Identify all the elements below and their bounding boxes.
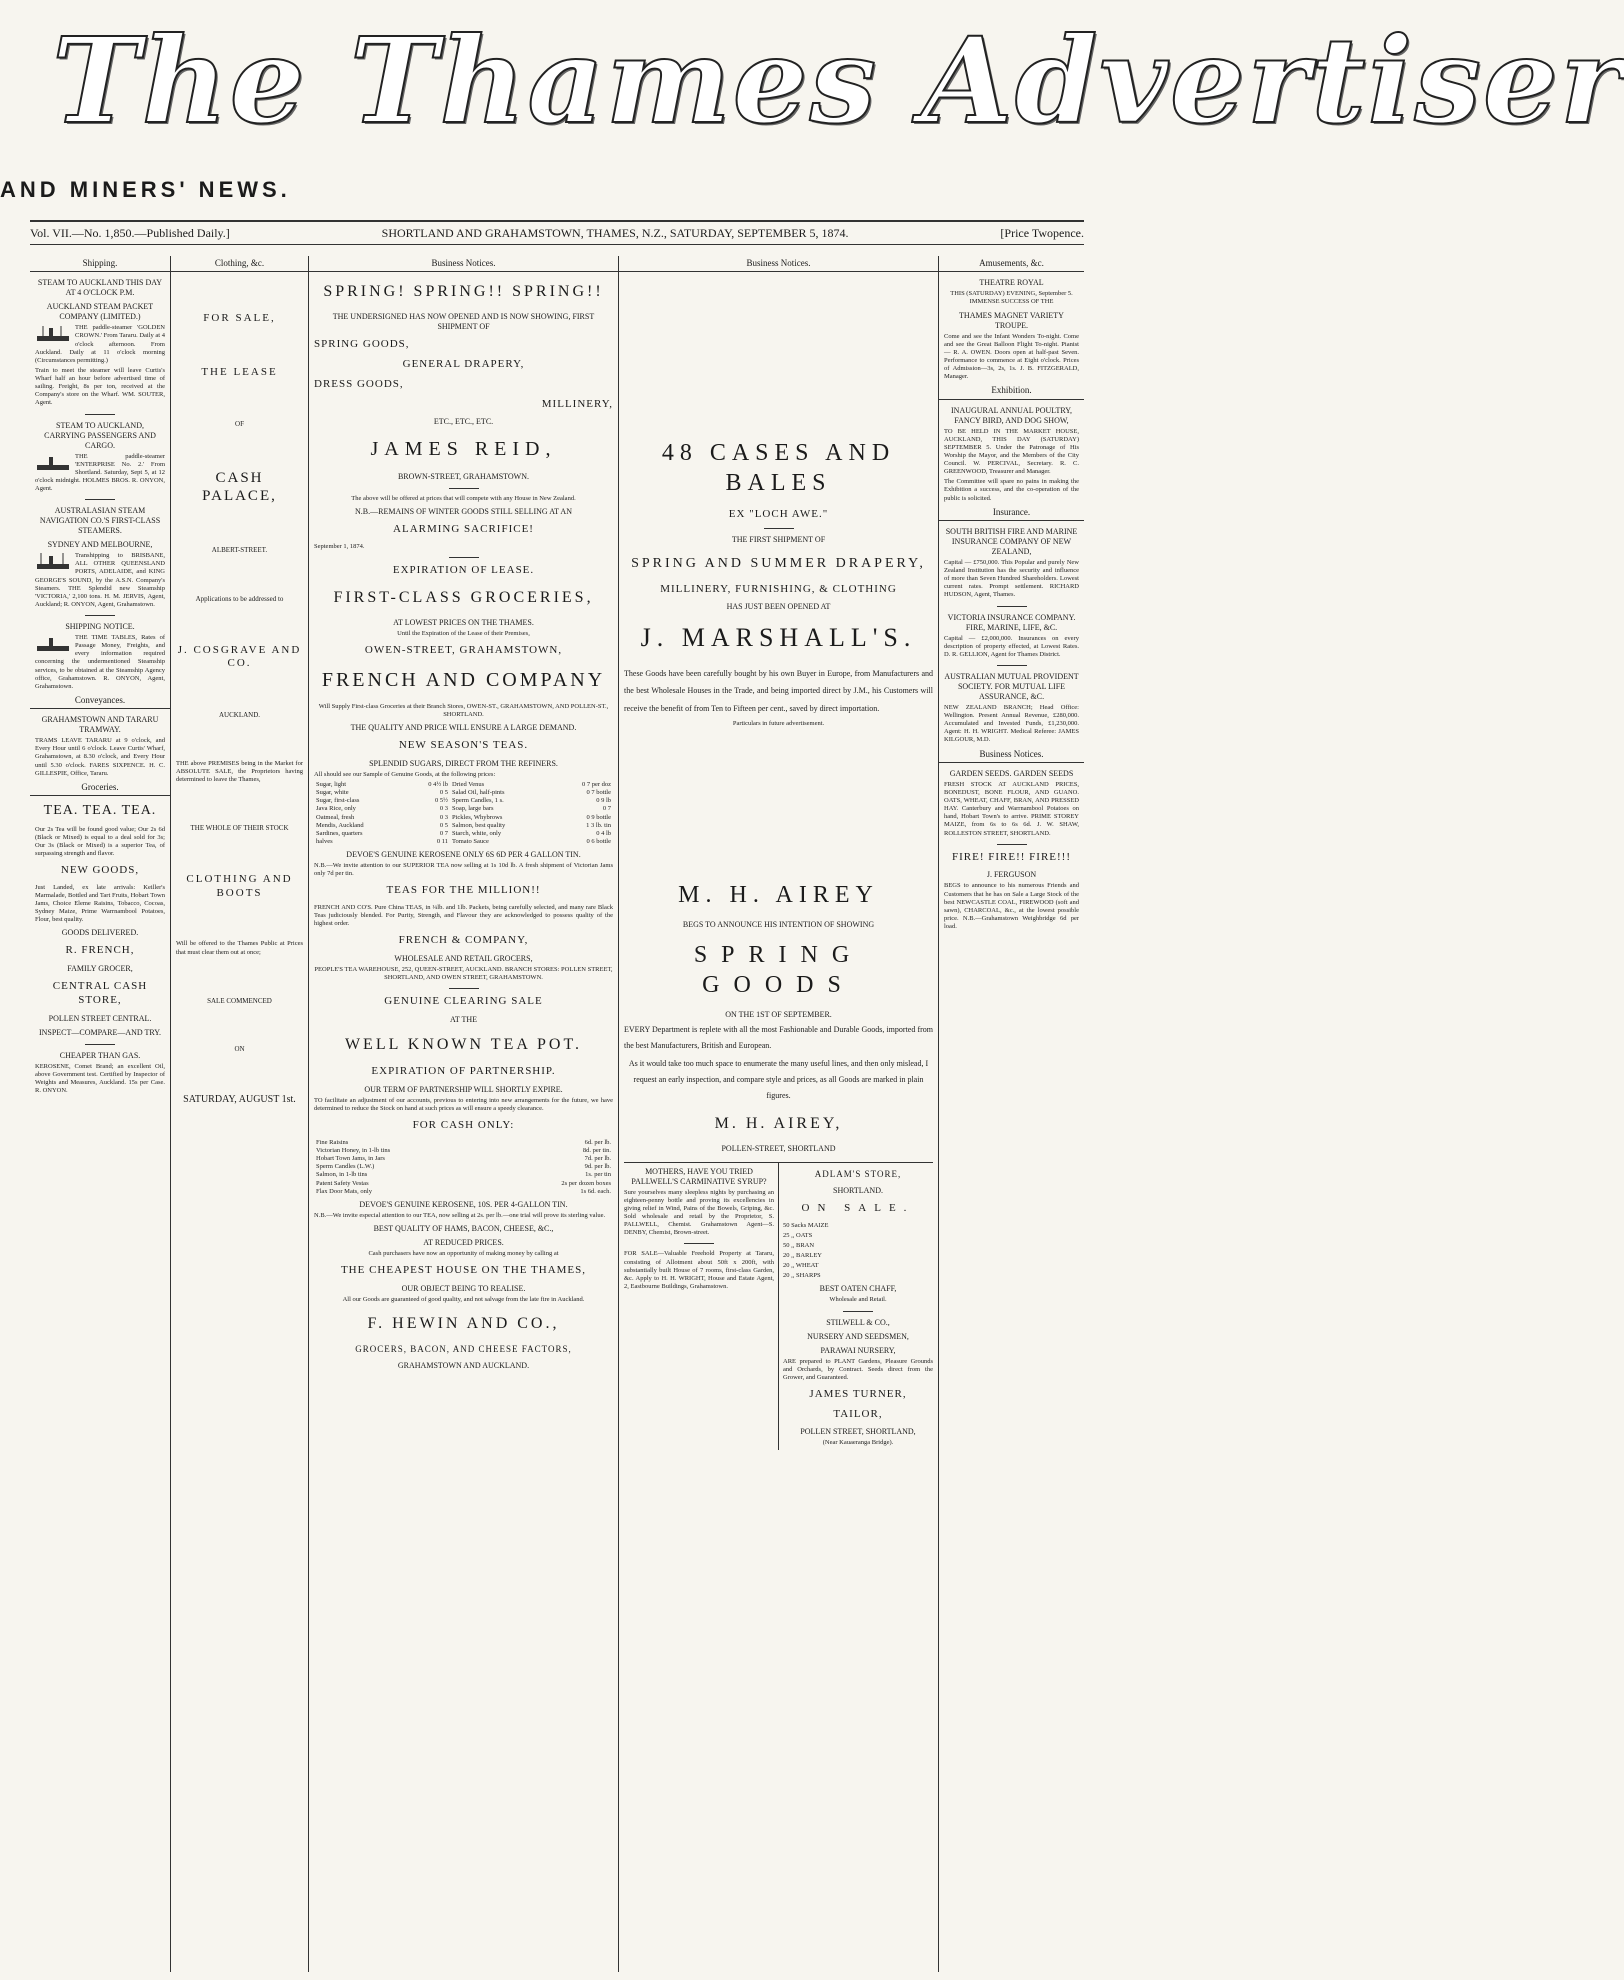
ad-heading: MOTHERS, HAVE YOU TRIED PALLWELL'S CARMINATIVE SYRUP? (631, 1166, 767, 1186)
spacer (624, 278, 933, 428)
ad-line: ON (234, 1045, 245, 1054)
cash-price-cell: Sperm Candles (L.W.) (316, 1163, 375, 1171)
ad-line: SPRING GOODS, (314, 338, 410, 351)
small-ads-row (624, 1162, 933, 1450)
price: [Price Twopence. (1000, 225, 1084, 240)
ad-text: Come and see the Infant Wonders To-night. Come and see the Great Balloon Flight To-night. Pianist — R. A. OWEN. Doors open at half-past Seven. Performance to commence at Eight o'clock. Prices of Admission—3s, 2s, 1s. J. B. FITZGERALD, Manager. (944, 332, 1079, 381)
ad-subheading: NURSERY AND SEEDSMEN, (807, 1331, 909, 1341)
ad-line: CASH PALACE, (202, 469, 277, 505)
divider (997, 844, 1027, 845)
ad-heading: AUSTRALASIAN STEAM NAVIGATION CO.'S FIRST-CLASS STEAMERS. (39, 506, 161, 536)
volume-number: Vol. VII.—No. 1,850.—Published Daily.] (30, 225, 230, 240)
cash-price-cell: Salmon, in 1-lb tins (316, 1171, 368, 1179)
cash-price-row (314, 1163, 613, 1171)
divider (684, 1243, 714, 1244)
ad-subheading: SHORTLAND. (833, 1185, 883, 1195)
ad-line: GENUINE CLEARING SALE (384, 995, 543, 1008)
ad-text: KEROSENE, Comet Brand; an excellent Oil, above Government test. Certified by Inspector of Weights and Measures, Auckland. 15s per Case. R. ONYON. (35, 1062, 165, 1094)
cash-price-cell: 6d. per lb. (584, 1138, 611, 1146)
ad-subheading: THE UNDERSIGNED HAS NOW OPENED AND IS NOW SHOWING, FIRST SHIPMENT OF (332, 312, 595, 332)
sale-item: 20 ,, SHARPS (783, 1272, 821, 1280)
ad-text: Will be offered to the Thames Public at Prices that must clear them out at once; (176, 940, 303, 956)
sale-list (783, 1222, 933, 1281)
sale-item: 50 Sacks MAIZE (783, 1221, 829, 1229)
price-cell: 0 3 (439, 805, 448, 813)
steamer-icon (35, 453, 71, 473)
price-cell: 0 7 (439, 829, 448, 837)
ad-headline: SPRING GOODS (693, 941, 864, 998)
ad-subheading: THE QUALITY AND PRICE WILL ENSURE A LARGE DEMAND. (350, 723, 577, 733)
ad-line: OWEN-STREET, GRAHAMSTOWN, (364, 644, 563, 657)
price-cell: 0 4 lb (596, 829, 611, 837)
ad-headline: 48 CASES AND BALES (661, 440, 896, 497)
cash-price-cell: Victorian Honey, in 1-lb tins (316, 1147, 391, 1154)
ad-line: AUCKLAND. (218, 711, 261, 719)
ad-line: TEAS FOR THE MILLION!! (386, 884, 541, 897)
price-cell: Tomato Sauce (451, 837, 489, 845)
ad-text: Capital — £2,000,000. Insurances on every description of property effected, at Lowest Rates. D. R. GELLION, Agent for Thames District. (944, 634, 1079, 658)
ad-text: As it would take too much space to enumerate the many useful lines, and then only mislead, I request an early inspection, and compare style and prices, as all Goods are marked in plain figures. (628, 1058, 929, 1100)
ad-headline: FIRST-CLASS GROCERIES, (333, 589, 594, 606)
price-cell: Sugar, light (316, 781, 347, 788)
cash-price-cell: 9d. per lb. (584, 1163, 611, 1171)
ad-line: ON SALE. (801, 1201, 915, 1214)
price-cell: 0 3 (439, 813, 448, 821)
ad-text: THE paddle-steamer 'ENTERPRISE No. 2.' From Shortland. Saturday, Sept 5, at 12 o'clock midnight. HOLMES BROS. R. ONYON, Agent. (35, 452, 165, 492)
ad-line: FOR CASH ONLY: (412, 1119, 515, 1132)
column-shipping (30, 256, 171, 1972)
ad-heading: J. FERGUSON (986, 870, 1037, 880)
ad-heading: GOODS DELIVERED. (61, 928, 139, 938)
divider (997, 606, 1027, 607)
ad-heading: FAMILY GROCER, (67, 964, 133, 974)
ad-text: All our Goods are guaranteed of good quality, and not salvage from the late fire in Auckland. (342, 1295, 585, 1303)
ad-subheading: AUCKLAND STEAM PACKET COMPANY (LIMITED.) (46, 302, 154, 322)
ad-subheading: BROWN-STREET, GRAHAMSTOWN. (397, 472, 530, 482)
ad-subheading: OUR OBJECT BEING TO REALISE. (401, 1283, 526, 1293)
category-heading: Exhibition. (939, 383, 1084, 399)
ad-text: Capital — £750,000. This Popular and purely New Zealand Institution has the security and influence of more than Seven Hundred Shareholders. Lowest current rates. Prompt settlement. RICHARD HUDSON, Agent, Thames. (944, 558, 1079, 599)
category-heading: Groceries. (30, 780, 170, 796)
ad-line: SATURDAY, AUGUST 1st. (183, 1094, 296, 1106)
ad-line: MILLINERY, (541, 397, 613, 410)
ad-headline: M. H. AIREY, (714, 1114, 843, 1132)
cash-price-cell: Flax Door Mats, only (316, 1187, 372, 1195)
price-cell: 0 5½ (434, 797, 448, 805)
ad-line: J. COSGRAVE AND CO. (177, 643, 302, 670)
ad-subheading: OUR TERM OF PARTNERSHIP WILL SHORTLY EXPIRE. (364, 1084, 563, 1094)
price-cell: Java Rice, only (316, 805, 356, 813)
ad-line: FRENCH & COMPANY, (398, 934, 529, 947)
price-cell: Mendis, Auckland (316, 821, 364, 829)
masthead-title: The Thames Advertiser (52, 11, 1624, 150)
ad-text: THE TIME TABLES, Rates of Passage Money, Freights, and every information required concerning the undermentioned Steamship services, to be obtained at the Steamship Agency office, Grahamstown. R. ONYON, Agent, Grahamstown. (35, 634, 165, 690)
divider (449, 557, 479, 558)
ad-heading: GRAHAMSTOWN AND TARARU TRAMWAY. (41, 715, 159, 735)
ad-text: All should see our Sample of Genuine Goods, at the following prices: (314, 770, 496, 778)
ad-text: TO facilitate an adjustment of our accounts, previous to entering into new arrangements for the future, we have determined to reduce the Stock on hand at such prices as will ensure a speedy clearance. (314, 1096, 613, 1112)
ad-text: NEW ZEALAND BRANCH; Head Office: Wellington. Present Annual Revenue, £280,000. Accumulated and Invested Funds, £1,230,000. Agent: H. H. WRIGHT. Medical Referee: JAMES KILGOUR, M.D. (944, 703, 1079, 744)
ad-subheading: ETC., ETC., ETC. (433, 417, 494, 427)
ad-headline: SPRING! SPRING!! SPRING!! (323, 283, 604, 301)
ad-line: ADLAM'S STORE, (814, 1168, 902, 1179)
ad-headline: SPRING AND SUMMER DRAPERY, (631, 556, 926, 571)
price-row (314, 838, 613, 846)
category-heading: Shipping. (30, 256, 170, 272)
steamer-icon (35, 324, 71, 344)
ad-line: TAILOR, (833, 1407, 883, 1420)
cash-price-cell: 2s per dozen boxes (561, 1179, 611, 1187)
ad-line: ALBERT-STREET. (211, 546, 268, 554)
ad-text: Until the Expiration of the Lease of their Premises, (397, 630, 530, 637)
category-heading: Insurance. (939, 505, 1084, 521)
cash-price-cell: Hobart Town Jams, in Jars (316, 1155, 385, 1163)
cash-price-row (314, 1171, 613, 1179)
category-heading: Business Notices. (939, 747, 1084, 763)
spacer (624, 730, 933, 870)
price-cell: 0 5 (439, 789, 448, 797)
ad-subheading: WHOLESALE AND RETAIL GROCERS, (394, 954, 533, 964)
ad-subheading: POLLEN STREET CENTRAL. (48, 1013, 152, 1023)
ad-line: THE WHOLE OF THEIR STOCK (190, 824, 289, 833)
sale-item: 25 ,, OATS (783, 1231, 813, 1239)
cash-price-row (314, 1180, 613, 1188)
ad-subheading: AT THE (449, 1015, 478, 1025)
category-heading: Clothing, &c. (171, 256, 308, 272)
ad-text: Sure yourselves many sleepless nights by purchasing an eighteen-penny bottle and proving its excellencies in giving relief in Wind, Pains of the Bowels, Griping, &c. Sold wholesale and retail by the Proprietor, S. PALLWELL, Chemist. Grahamstown Agent—S. DENBY, Chemist, Brown-street. (624, 1188, 774, 1237)
ad-text: The Committee will spare no pains in making the Exhibition a success, and the co-operation of the public is solicited. (944, 478, 1079, 502)
cash-price-row (314, 1147, 613, 1155)
ad-line: THE LEASE (201, 366, 278, 378)
ad-subheading: POLLEN STREET, SHORTLAND, (800, 1427, 916, 1437)
ad-text: TRAMS LEAVE TARARU at 9 o'clock, and Every Hour until 6 o'clock. Leave Curtis' Wharf, Grahamstown, at 8.30 o'clock, and Every Hour until 5.30 o'clock. FARES SIXPENCE. H. C. GILLESPIE, Office, Tararu. (35, 737, 165, 777)
column-business-1 (309, 256, 619, 1972)
steamer-icon (35, 634, 71, 654)
ad-heading: GARDEN SEEDS. GARDEN SEEDS (949, 768, 1074, 778)
ad-subheading: BEGS TO ANNOUNCE HIS INTENTION OF SHOWING (682, 919, 875, 929)
ad-subheading: HAS JUST BEEN OPENED AT (726, 602, 831, 612)
price-cell: Oatmeal, fresh (316, 813, 355, 821)
price-row (314, 805, 613, 813)
price-cell: Pickles, Whybrows (451, 813, 503, 821)
ad-text: Transhipping to BRISBANE, ALL OTHER QUEENSLAND PORTS, ADELAIDE, and KING GEORGE'S SOUND, by the A.S.N. Company's Steamers. THE Splendid new Steamship 'VICTORIA,' 2,100 tons. H. M. JERVIS, Agent, Auckland; R. ONYON, Agent, Grahamstown. (35, 552, 165, 608)
sale-item: 20 ,, WHEAT (783, 1262, 819, 1270)
ad-heading: R. FRENCH, (65, 944, 135, 957)
ad-line: THE CHEAPEST HOUSE ON THE THAMES, (340, 1264, 587, 1276)
ad-line: NEW SEASON'S TEAS. (398, 739, 529, 752)
divider (843, 1311, 873, 1312)
price-cell: 0 7 bottle (586, 789, 611, 797)
divider (85, 499, 115, 500)
ad-text: (Near Kauaeranga Bridge). (822, 1439, 894, 1447)
ad-subheading: THE FIRST SHIPMENT OF (731, 535, 826, 544)
ad-headline: WELL KNOWN TEA POT. (344, 1036, 583, 1054)
ad-line: OF (235, 419, 244, 428)
ad-headline: FRENCH AND COMPANY (321, 668, 606, 691)
ad-line: FIRE! FIRE!! FIRE!!! (952, 850, 1071, 863)
ad-subheading: AT REDUCED PRICES. (423, 1237, 504, 1247)
ad-heading: INAUGURAL ANNUAL POULTRY, FANCY BIRD, AND DOG SHOW, (951, 405, 1072, 425)
price-cell: Salmon, best quality (451, 821, 506, 829)
ad-text: FOR SALE—Valuable Freehold Property at Tararu, consisting of Allotment about 50ft x 200ft, with substantially built House of 7 rooms, first-class Garden, &c. Apply to H. H. WRIGHT, House and Estate Agent, 2, Eastbourne Buildings, Grahamstown. (624, 1250, 774, 1290)
column-amusements (939, 256, 1084, 1972)
divider (85, 414, 115, 415)
ad-text: FRESH STOCK AT AUCKLAND PRICES, BONEDUST, BONE FLOUR, AND GUANO. OATS, WHEAT, CHAFF, BRAN, AND PRESSED HAY. Canterbury and Warrnambool Potatoes on hand, Hobart Town's to arrive. PRIME STOREY MAIZE, from 6s to 6s 6d. J. W. SHAW, ROLLESTON STREET, SHORTLAND. (944, 780, 1079, 837)
ad-text: THIS (SATURDAY) EVENING, September 5. IMMENSE SUCCESS OF THE (950, 290, 1073, 306)
ad-text: FRENCH AND CO'S. Pure China TEAS, in ¼lb. and 1lb. Packets, being carefully selected, and many rare Black Teas judiciously blended. For Purity, Strength, and Flavour they are acknowledged to possess quality of the highest order. (314, 904, 613, 928)
ad-line: MILLINERY, FURNISHING, & CLOTHING (660, 582, 897, 595)
ad-heading: STEAM TO AUCKLAND, CARRYING PASSENGERS AND CARGO. (44, 420, 156, 450)
ad-subheading: DEVOE'S GENUINE KEROSENE, 10S. PER 4-GALLON TIN. (359, 1199, 568, 1209)
ad-text: THE paddle-steamer 'GOLDEN CROWN.' From Tararu. Daily at 4 o'clock afternoon. From Auckland. Daily at 11 o'clock morning (Circumstances permitting.) (35, 324, 165, 364)
ad-line: CLOTHING AND BOOTS (186, 872, 293, 899)
ad-heading: AUSTRALIAN MUTUAL PROVIDENT SOCIETY. FOR MUTUAL LIFE ASSURANCE, &C. (944, 671, 1079, 701)
price-list (314, 781, 613, 846)
ad-subheading: AT LOWEST PRICES ON THE THAMES. (393, 618, 534, 627)
ad-line: EX "LOCH AWE." (728, 508, 829, 521)
cash-price-cell: 1s 6d. each. (580, 1187, 611, 1195)
price-cell: Sperm Candles, 1 s. (451, 797, 504, 805)
category-heading: Business Notices. (619, 256, 938, 272)
column-clothing (171, 256, 309, 1972)
columns (30, 256, 1084, 1972)
price-row (314, 797, 613, 805)
cash-price-row (314, 1139, 613, 1147)
ad-text: Just Landed, ex late arrivals: Keiller's Marmalade, Bottled and Tart Fruits, Hobart Town Jams, Choice Eleme Raisins, Tobacco, Cocoas, Sydney Maize, Prime Warrnambool Potatoes, Flour, best quality. (35, 883, 165, 924)
divider (997, 665, 1027, 666)
ad-line: ALARMING SACRIFICE! (393, 523, 534, 536)
price-cell: Sugar, white (316, 789, 349, 797)
cash-price-cell: 8d. per tin. (582, 1147, 611, 1154)
masthead-subtitle: AND MINERS' NEWS. (0, 177, 291, 202)
ad-subheading: SPLENDID SUGARS, DIRECT FROM THE REFINERS. (369, 758, 558, 768)
ad-line: DRESS GOODS, (314, 377, 404, 390)
ad-text: These Goods have been carefully bought by his own Buyer in Europe, from Manufacturers and the best Wholesale Houses in the Trade, and being imported direct by J.M., his Customers will receive the benefit of from Ten to Fifteen per cent., saved by direct importation. (624, 668, 933, 713)
ad-heading: THEATRE ROYAL (979, 278, 1044, 288)
price-cell: Dried Venus (451, 781, 485, 788)
divider (85, 1044, 115, 1045)
publication-date: SHORTLAND AND GRAHAMSTOWN, THAMES, N.Z., SATURDAY, SEPTEMBER 5, 1874. (381, 225, 849, 240)
price-cell: 0 9 bottle (586, 813, 611, 821)
ad-line: JAMES TURNER, (809, 1387, 907, 1400)
price-cell: 0 6 bottle (586, 837, 611, 845)
ad-line: EXPIRATION OF PARTNERSHIP. (371, 1065, 556, 1078)
cash-price-cell: Patent Safety Vestas (316, 1179, 369, 1187)
price-cell: Sardines, quarters (316, 829, 363, 837)
ad-heading: STEAM TO AUCKLAND THIS DAY AT 4 O'CLOCK P.M. (37, 278, 163, 298)
ad-text: THE above PREMISES being in the Market for ABSOLUTE SALE, the Proprietors having determined to leave the Thames, (176, 759, 303, 783)
masthead (12, 0, 1624, 170)
price-cell: 0 11 (436, 837, 448, 845)
ad-text: ARE prepared to PLANT Gardens, Pleasure Grounds and Orchards, by Contract. Seeds direct from the Grower, and Guaranteed. (783, 1357, 933, 1381)
price-cell: Sugar, first-class (316, 797, 360, 805)
price-cell: 0 4½ lb (428, 781, 448, 788)
ad-text: N.B.—We invite especial attention to our TEA, now selling at 2s. per lb.—one trial will prove its sterling value. (314, 1211, 606, 1219)
ad-subheading: N.B.—REMAINS OF WINTER GOODS STILL SELLING AT AN (355, 507, 572, 517)
divider (449, 488, 479, 489)
category-heading: Amusements, &c. (939, 256, 1084, 272)
price-cell: 0 9 lb (596, 797, 611, 805)
ad-text: PEOPLE'S TEA WAREHOUSE, 252, QUEEN-STREET, AUCKLAND. BRANCH STORES: POLLEN STREET, SHORTLAND, AND OWEN STREET, GRAHAMSTOWN. (314, 966, 613, 982)
ad-text: BEGS to announce to his numerous Friends and Customers that he has on Sale a Large Stock of the best NEWCASTLE COAL, FIREWOOD (soft and sawn), CHARCOAL, &c., at the lowest possible price. N.B.—Grahamstown Weighbridge 6d per load. (944, 882, 1079, 930)
ad-subheading: PARAWAI NURSERY, (820, 1345, 896, 1355)
divider (449, 988, 479, 989)
price-cell: Starch, white, only (451, 829, 502, 837)
ad-text: Cash purchasers have now an opportunity of making money by calling at (368, 1249, 559, 1257)
column-business-2 (619, 256, 939, 1972)
dateline (30, 220, 1084, 245)
ad-heading: NEW GOODS, (60, 864, 140, 876)
ad-heading: TEA. TEA. TEA. (43, 803, 157, 818)
ad-date: September 1, 1874. (314, 543, 365, 551)
ad-line: FOR SALE, (203, 312, 276, 325)
ad-line: Applications to be addressed to (195, 594, 284, 603)
sale-item: 50 ,, BRAN (783, 1241, 815, 1249)
cash-price-cell: 7d. per lb. (584, 1155, 611, 1163)
ad-subheading: POLLEN-STREET, SHORTLAND (721, 1143, 836, 1153)
ad-text: Will Supply First-class Groceries at their Branch Stores, OWEN-ST., GRAHAMSTOWN, AND POLLEN-ST., SHORTLAND. (318, 702, 609, 718)
cash-price-row (314, 1188, 613, 1196)
price-cell: Salad Oil, half-pints (451, 789, 505, 797)
price-row (314, 830, 613, 838)
ad-headline: J. MARSHALL'S. (640, 623, 917, 653)
ad-heading: THAMES MAGNET VARIETY TROUPE. (959, 310, 1064, 330)
category-heading: Business Notices. (309, 256, 618, 272)
ad-heading: STILWELL & CO., (826, 1317, 890, 1327)
cash-price-cell: Fine Raisins (316, 1138, 349, 1146)
price-row (314, 781, 613, 789)
price-cell: 1 3 lb. tin (586, 821, 611, 829)
ad-subheading: BEST QUALITY OF HAMS, BACON, CHEESE, &C., (373, 1223, 554, 1233)
divider (85, 615, 115, 616)
ad-line: GROCERS, BACON, AND CHEESE FACTORS, (355, 1343, 572, 1354)
price-row (314, 814, 613, 822)
ad-text: Our 2s Tea will be found good value; Our 2s 6d (Black or Mixed) is equal to a deal sold for 3s; Our 3s (Black or Mixed) is a superior Tea, of surpassing strength and flavor. (35, 825, 165, 857)
category-heading: Conveyances. (30, 693, 170, 709)
price-cell: Soap, large bars (451, 805, 494, 813)
ad-subheading: BEST OATEN CHAFF, (819, 1284, 897, 1294)
price-cell: 0 7 (602, 805, 611, 813)
divider (764, 528, 794, 529)
ad-headline: M. H. AIREY (678, 881, 879, 908)
ad-subheading: GRAHAMSTOWN AND AUCKLAND. (397, 1361, 530, 1371)
ad-subheading: INSPECT—COMPARE—AND TRY. (38, 1027, 162, 1037)
ad-headline: F. HEWIN AND CO., (367, 1314, 560, 1332)
price-cell: halves (316, 837, 333, 845)
steamer-icon (35, 552, 71, 572)
ad-heading: VICTORIA INSURANCE COMPANY. FIRE, MARINE, LIFE, &C. (947, 612, 1076, 632)
cash-price-row (314, 1155, 613, 1163)
price-row (314, 822, 613, 830)
ad-text: TO BE HELD IN THE MARKET HOUSE, AUCKLAND, THIS DAY (SATURDAY) SEPTEMBER 5. Under the Patronage of His Worship the Mayor, and the Members of the City Council. W. PERCIVAL, Secretary. R. C. GREENWOOD, Treasurer and Manager. (944, 427, 1079, 476)
small-ad-left (624, 1163, 779, 1450)
ad-text: Train to meet the steamer will leave Curtis's Wharf half an hour before advertised time of sailing. Freight, 8s per ton, received at the Company's store on the Wharf. WM. SOUTER, Agent. (35, 366, 165, 407)
ad-heading: SOUTH BRITISH FIRE AND MARINE INSURANCE COMPANY OF NEW ZEALAND, (945, 526, 1078, 556)
ad-text: N.B.—We invite attention to our SUPERIOR TEA now selling at 1s 10d lb. A fresh shipment of Victorian Jams only 7d per tin. (314, 862, 613, 878)
ad-heading: CENTRAL CASH STORE, (52, 980, 148, 1006)
ad-line: EXPIRATION OF LEASE. (392, 564, 535, 577)
ad-heading: CHEAPER THAN GAS. (59, 1050, 141, 1060)
ad-line: SALE COMMENCED (207, 996, 272, 1005)
ad-subheading: SYDNEY AND MELBOURNE, (47, 540, 153, 550)
ad-subheading: ON THE 1ST OF SEPTEMBER. (725, 1009, 832, 1019)
ad-line: GENERAL DRAPERY, (402, 358, 525, 370)
price-row (314, 789, 613, 797)
ad-headline: JAMES REID, (370, 438, 557, 461)
ad-subheading: DEVOE'S GENUINE KEROSENE ONLY 6S 6D PER 4 GALLON TIN. (346, 850, 581, 859)
sale-item: 20 ,, BARLEY (783, 1252, 822, 1260)
ad-text: EVERY Department is replete with all the most Fashionable and Durable Goods, imported from the best Manufacturers, British and European. (624, 1024, 933, 1050)
cash-price-list (314, 1139, 613, 1196)
ad-heading: SHIPPING NOTICE. (65, 622, 135, 631)
cash-price-cell: 1s. per tin (585, 1171, 611, 1179)
ad-text: Particulars in future advertisement. (732, 719, 825, 727)
price-cell: 0 5 (439, 821, 448, 829)
price-cell: 0 7 per doz (581, 781, 611, 788)
ad-text: Wholesale and Retail. (829, 1296, 887, 1304)
small-ad-right (779, 1163, 933, 1450)
ad-text: The above will be offered at prices that will compete with any House in New Zealand. (351, 495, 576, 503)
